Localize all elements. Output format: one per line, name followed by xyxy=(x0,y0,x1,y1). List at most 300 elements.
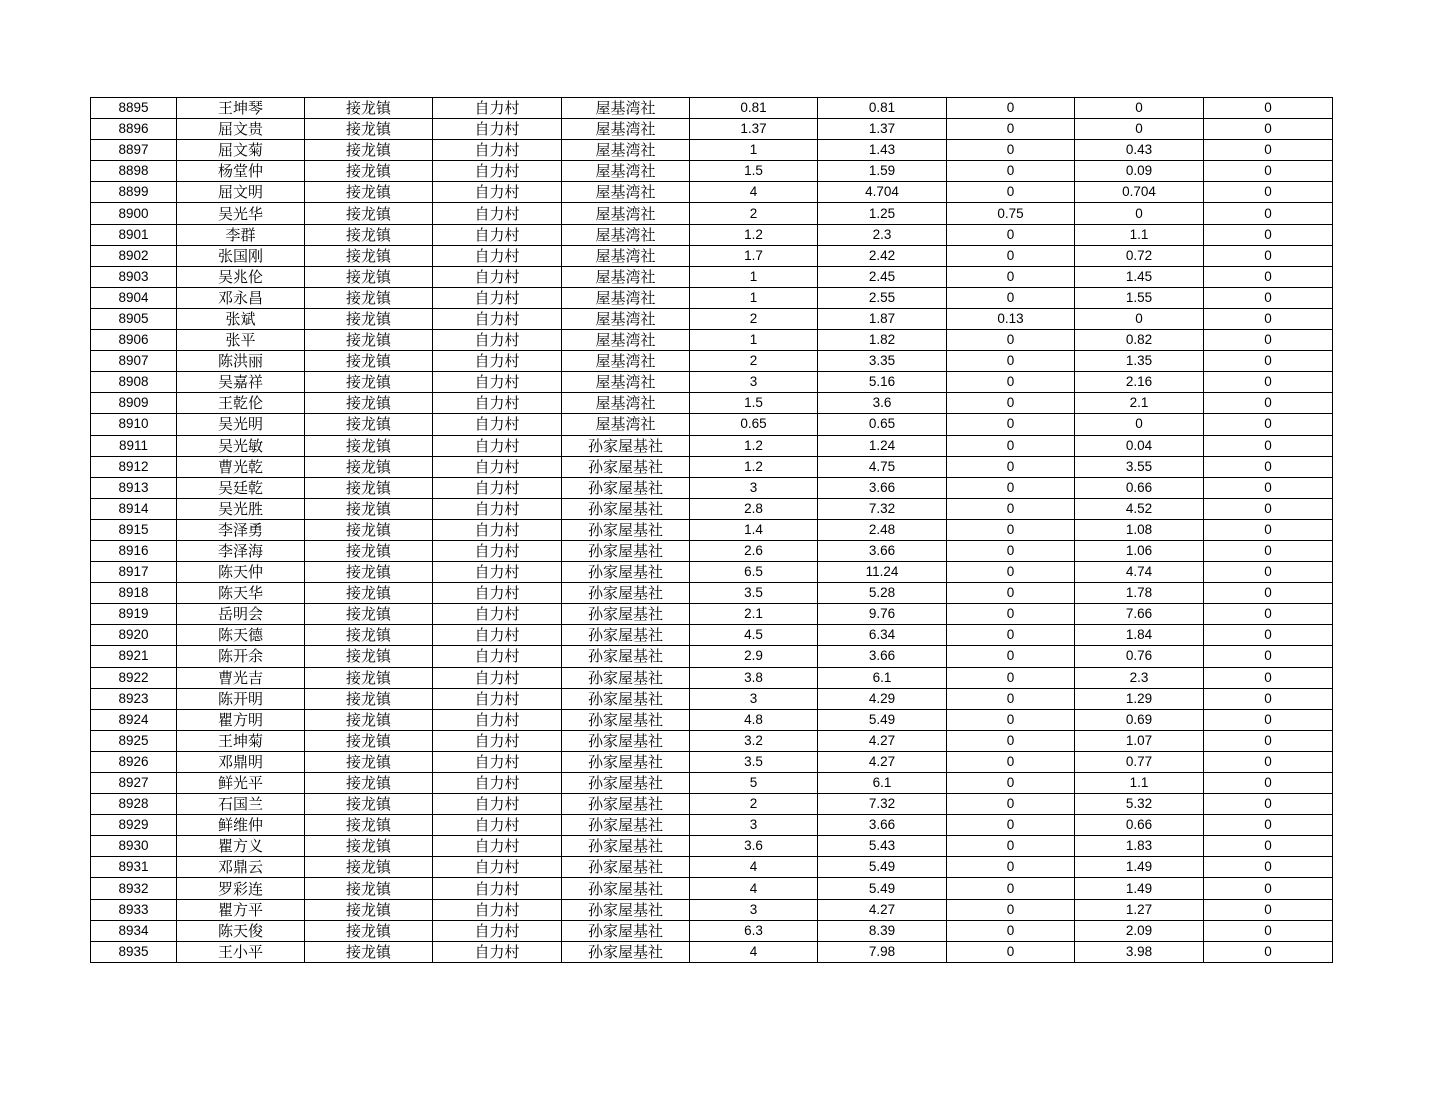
cell-value-1: 4 xyxy=(690,182,818,203)
cell-village: 自力村 xyxy=(433,815,562,836)
cell-group: 孙家屋基社 xyxy=(562,646,690,667)
cell-name: 鲜维仲 xyxy=(177,815,305,836)
cell-value-4: 3.98 xyxy=(1075,941,1204,962)
cell-village: 自力村 xyxy=(433,330,562,351)
cell-value-1: 4 xyxy=(690,878,818,899)
cell-value-4: 1.35 xyxy=(1075,351,1204,372)
cell-value-3: 0 xyxy=(947,625,1075,646)
cell-value-5: 0 xyxy=(1204,667,1333,688)
cell-value-3: 0 xyxy=(947,857,1075,878)
cell-row-number: 8912 xyxy=(91,456,177,477)
cell-value-1: 1.4 xyxy=(690,519,818,540)
cell-value-4: 0 xyxy=(1075,203,1204,224)
cell-group: 屋基湾社 xyxy=(562,98,690,119)
cell-name: 吴光华 xyxy=(177,203,305,224)
cell-value-2: 7.32 xyxy=(818,794,947,815)
cell-row-number: 8933 xyxy=(91,899,177,920)
cell-town: 接龙镇 xyxy=(305,878,433,899)
cell-row-number: 8900 xyxy=(91,203,177,224)
cell-value-1: 3.6 xyxy=(690,836,818,857)
cell-town: 接龙镇 xyxy=(305,562,433,583)
cell-village: 自力村 xyxy=(433,224,562,245)
table-row xyxy=(91,920,1333,941)
cell-name: 瞿方明 xyxy=(177,709,305,730)
cell-value-2: 4.75 xyxy=(818,456,947,477)
cell-town: 接龙镇 xyxy=(305,540,433,561)
table-row xyxy=(91,730,1333,751)
cell-value-5: 0 xyxy=(1204,519,1333,540)
table-row xyxy=(91,351,1333,372)
cell-town: 接龙镇 xyxy=(305,941,433,962)
cell-value-1: 1.2 xyxy=(690,456,818,477)
cell-town: 接龙镇 xyxy=(305,224,433,245)
cell-row-number: 8929 xyxy=(91,815,177,836)
cell-value-5: 0 xyxy=(1204,751,1333,772)
cell-value-4: 1.08 xyxy=(1075,519,1204,540)
cell-value-5: 0 xyxy=(1204,372,1333,393)
cell-group: 屋基湾社 xyxy=(562,287,690,308)
cell-value-2: 2.42 xyxy=(818,245,947,266)
table-row xyxy=(91,625,1333,646)
cell-value-1: 6.3 xyxy=(690,920,818,941)
cell-value-4: 1.29 xyxy=(1075,688,1204,709)
table-row xyxy=(91,161,1333,182)
cell-value-3: 0 xyxy=(947,456,1075,477)
cell-village: 自力村 xyxy=(433,119,562,140)
cell-group: 孙家屋基社 xyxy=(562,730,690,751)
cell-row-number: 8897 xyxy=(91,140,177,161)
cell-value-3: 0.13 xyxy=(947,308,1075,329)
cell-row-number: 8934 xyxy=(91,920,177,941)
cell-value-5: 0 xyxy=(1204,941,1333,962)
cell-value-2: 5.28 xyxy=(818,583,947,604)
cell-town: 接龙镇 xyxy=(305,899,433,920)
cell-value-1: 6.5 xyxy=(690,562,818,583)
cell-row-number: 8905 xyxy=(91,308,177,329)
cell-town: 接龙镇 xyxy=(305,836,433,857)
cell-town: 接龙镇 xyxy=(305,646,433,667)
cell-value-4: 0 xyxy=(1075,119,1204,140)
cell-value-1: 3 xyxy=(690,815,818,836)
cell-village: 自力村 xyxy=(433,308,562,329)
table-row xyxy=(91,308,1333,329)
cell-value-5: 0 xyxy=(1204,899,1333,920)
cell-value-5: 0 xyxy=(1204,688,1333,709)
cell-value-1: 1 xyxy=(690,140,818,161)
cell-name: 陈天仲 xyxy=(177,562,305,583)
cell-name: 瞿方义 xyxy=(177,836,305,857)
cell-row-number: 8906 xyxy=(91,330,177,351)
cell-group: 孙家屋基社 xyxy=(562,604,690,625)
cell-value-1: 2.6 xyxy=(690,540,818,561)
cell-value-5: 0 xyxy=(1204,140,1333,161)
cell-value-4: 0.72 xyxy=(1075,245,1204,266)
cell-name: 邓鼎明 xyxy=(177,751,305,772)
cell-value-3: 0 xyxy=(947,730,1075,751)
cell-value-3: 0 xyxy=(947,266,1075,287)
cell-value-3: 0 xyxy=(947,330,1075,351)
cell-row-number: 8909 xyxy=(91,393,177,414)
cell-value-1: 2 xyxy=(690,308,818,329)
cell-town: 接龙镇 xyxy=(305,667,433,688)
table-row xyxy=(91,477,1333,498)
table-row xyxy=(91,540,1333,561)
cell-value-2: 1.24 xyxy=(818,435,947,456)
cell-name: 屈文明 xyxy=(177,182,305,203)
cell-value-2: 3.66 xyxy=(818,477,947,498)
cell-value-5: 0 xyxy=(1204,203,1333,224)
cell-town: 接龙镇 xyxy=(305,604,433,625)
cell-value-4: 2.1 xyxy=(1075,393,1204,414)
cell-village: 自力村 xyxy=(433,899,562,920)
cell-village: 自力村 xyxy=(433,878,562,899)
table-body xyxy=(91,98,1333,963)
cell-group: 屋基湾社 xyxy=(562,330,690,351)
cell-group: 孙家屋基社 xyxy=(562,477,690,498)
table-row xyxy=(91,456,1333,477)
cell-value-2: 7.32 xyxy=(818,498,947,519)
cell-row-number: 8928 xyxy=(91,794,177,815)
table-row xyxy=(91,266,1333,287)
cell-village: 自力村 xyxy=(433,836,562,857)
table-row xyxy=(91,119,1333,140)
table-row xyxy=(91,857,1333,878)
cell-village: 自力村 xyxy=(433,646,562,667)
cell-village: 自力村 xyxy=(433,667,562,688)
cell-value-4: 2.16 xyxy=(1075,372,1204,393)
cell-value-2: 7.98 xyxy=(818,941,947,962)
cell-village: 自力村 xyxy=(433,182,562,203)
cell-group: 孙家屋基社 xyxy=(562,562,690,583)
cell-group: 屋基湾社 xyxy=(562,308,690,329)
cell-row-number: 8921 xyxy=(91,646,177,667)
cell-value-5: 0 xyxy=(1204,98,1333,119)
cell-value-3: 0 xyxy=(947,604,1075,625)
cell-value-2: 5.49 xyxy=(818,857,947,878)
cell-value-2: 5.43 xyxy=(818,836,947,857)
cell-town: 接龙镇 xyxy=(305,182,433,203)
cell-value-2: 9.76 xyxy=(818,604,947,625)
cell-name: 杨堂仲 xyxy=(177,161,305,182)
cell-group: 屋基湾社 xyxy=(562,140,690,161)
cell-value-5: 0 xyxy=(1204,836,1333,857)
cell-group: 孙家屋基社 xyxy=(562,836,690,857)
cell-town: 接龙镇 xyxy=(305,583,433,604)
cell-town: 接龙镇 xyxy=(305,920,433,941)
cell-name: 陈洪丽 xyxy=(177,351,305,372)
cell-value-3: 0 xyxy=(947,878,1075,899)
cell-value-1: 5 xyxy=(690,773,818,794)
cell-value-4: 1.83 xyxy=(1075,836,1204,857)
cell-value-2: 4.704 xyxy=(818,182,947,203)
cell-name: 岳明会 xyxy=(177,604,305,625)
cell-town: 接龙镇 xyxy=(305,456,433,477)
cell-name: 石国兰 xyxy=(177,794,305,815)
cell-value-4: 7.66 xyxy=(1075,604,1204,625)
cell-value-1: 1.37 xyxy=(690,119,818,140)
cell-value-5: 0 xyxy=(1204,435,1333,456)
cell-value-1: 1.2 xyxy=(690,435,818,456)
cell-value-5: 0 xyxy=(1204,287,1333,308)
cell-group: 屋基湾社 xyxy=(562,372,690,393)
cell-value-3: 0 xyxy=(947,794,1075,815)
cell-name: 邓永昌 xyxy=(177,287,305,308)
cell-row-number: 8899 xyxy=(91,182,177,203)
cell-value-3: 0 xyxy=(947,562,1075,583)
cell-value-5: 0 xyxy=(1204,540,1333,561)
cell-value-2: 6.1 xyxy=(818,667,947,688)
cell-value-4: 0 xyxy=(1075,98,1204,119)
table-row xyxy=(91,372,1333,393)
cell-value-4: 1.06 xyxy=(1075,540,1204,561)
cell-value-1: 4 xyxy=(690,941,818,962)
cell-value-3: 0 xyxy=(947,140,1075,161)
cell-value-2: 0.81 xyxy=(818,98,947,119)
cell-value-2: 2.48 xyxy=(818,519,947,540)
cell-row-number: 8919 xyxy=(91,604,177,625)
cell-value-4: 1.07 xyxy=(1075,730,1204,751)
cell-value-2: 1.87 xyxy=(818,308,947,329)
cell-value-2: 1.43 xyxy=(818,140,947,161)
cell-value-1: 1 xyxy=(690,330,818,351)
cell-value-3: 0 xyxy=(947,245,1075,266)
cell-group: 屋基湾社 xyxy=(562,414,690,435)
cell-value-2: 1.37 xyxy=(818,119,947,140)
cell-value-3: 0 xyxy=(947,98,1075,119)
cell-name: 王小平 xyxy=(177,941,305,962)
cell-name: 陈开余 xyxy=(177,646,305,667)
cell-name: 鲜光平 xyxy=(177,773,305,794)
cell-group: 孙家屋基社 xyxy=(562,941,690,962)
cell-name: 屈文菊 xyxy=(177,140,305,161)
cell-village: 自力村 xyxy=(433,140,562,161)
table-row xyxy=(91,519,1333,540)
cell-value-2: 2.45 xyxy=(818,266,947,287)
cell-name: 吴廷乾 xyxy=(177,477,305,498)
cell-value-4: 1.1 xyxy=(1075,773,1204,794)
cell-village: 自力村 xyxy=(433,266,562,287)
cell-value-1: 3 xyxy=(690,688,818,709)
table-row xyxy=(91,941,1333,962)
cell-group: 孙家屋基社 xyxy=(562,857,690,878)
cell-group: 孙家屋基社 xyxy=(562,751,690,772)
cell-value-5: 0 xyxy=(1204,815,1333,836)
cell-group: 屋基湾社 xyxy=(562,224,690,245)
cell-value-1: 3.5 xyxy=(690,583,818,604)
table-row xyxy=(91,182,1333,203)
cell-value-5: 0 xyxy=(1204,119,1333,140)
cell-village: 自力村 xyxy=(433,562,562,583)
cell-value-4: 0.43 xyxy=(1075,140,1204,161)
cell-value-5: 0 xyxy=(1204,308,1333,329)
cell-row-number: 8910 xyxy=(91,414,177,435)
cell-row-number: 8911 xyxy=(91,435,177,456)
cell-village: 自力村 xyxy=(433,540,562,561)
cell-name: 吴兆伦 xyxy=(177,266,305,287)
cell-name: 陈开明 xyxy=(177,688,305,709)
cell-group: 孙家屋基社 xyxy=(562,899,690,920)
cell-value-5: 0 xyxy=(1204,878,1333,899)
table-row xyxy=(91,604,1333,625)
cell-value-5: 0 xyxy=(1204,625,1333,646)
cell-value-4: 1.27 xyxy=(1075,899,1204,920)
cell-name: 吴光敏 xyxy=(177,435,305,456)
cell-value-1: 1 xyxy=(690,287,818,308)
cell-value-2: 2.55 xyxy=(818,287,947,308)
cell-value-5: 0 xyxy=(1204,646,1333,667)
cell-town: 接龙镇 xyxy=(305,414,433,435)
cell-town: 接龙镇 xyxy=(305,435,433,456)
table-row xyxy=(91,899,1333,920)
cell-village: 自力村 xyxy=(433,372,562,393)
cell-name: 吴嘉祥 xyxy=(177,372,305,393)
cell-village: 自力村 xyxy=(433,203,562,224)
cell-group: 屋基湾社 xyxy=(562,161,690,182)
cell-value-5: 0 xyxy=(1204,857,1333,878)
table-row xyxy=(91,815,1333,836)
cell-town: 接龙镇 xyxy=(305,119,433,140)
cell-row-number: 8908 xyxy=(91,372,177,393)
cell-value-3: 0 xyxy=(947,709,1075,730)
cell-town: 接龙镇 xyxy=(305,372,433,393)
cell-value-4: 2.09 xyxy=(1075,920,1204,941)
cell-village: 自力村 xyxy=(433,751,562,772)
cell-value-4: 1.45 xyxy=(1075,266,1204,287)
cell-row-number: 8904 xyxy=(91,287,177,308)
cell-value-3: 0 xyxy=(947,646,1075,667)
cell-row-number: 8907 xyxy=(91,351,177,372)
cell-name: 吴光明 xyxy=(177,414,305,435)
cell-value-2: 1.82 xyxy=(818,330,947,351)
cell-value-2: 4.27 xyxy=(818,899,947,920)
cell-row-number: 8920 xyxy=(91,625,177,646)
cell-town: 接龙镇 xyxy=(305,308,433,329)
cell-town: 接龙镇 xyxy=(305,773,433,794)
cell-row-number: 8918 xyxy=(91,583,177,604)
cell-town: 接龙镇 xyxy=(305,393,433,414)
cell-group: 孙家屋基社 xyxy=(562,540,690,561)
cell-value-2: 0.65 xyxy=(818,414,947,435)
cell-village: 自力村 xyxy=(433,98,562,119)
cell-group: 孙家屋基社 xyxy=(562,709,690,730)
cell-group: 屋基湾社 xyxy=(562,119,690,140)
cell-value-4: 0.09 xyxy=(1075,161,1204,182)
cell-value-4: 5.32 xyxy=(1075,794,1204,815)
cell-value-2: 3.66 xyxy=(818,540,947,561)
cell-name: 瞿方平 xyxy=(177,899,305,920)
cell-town: 接龙镇 xyxy=(305,245,433,266)
cell-village: 自力村 xyxy=(433,625,562,646)
cell-value-5: 0 xyxy=(1204,266,1333,287)
cell-value-3: 0 xyxy=(947,498,1075,519)
cell-name: 邓鼎云 xyxy=(177,857,305,878)
cell-value-2: 5.16 xyxy=(818,372,947,393)
cell-village: 自力村 xyxy=(433,393,562,414)
cell-group: 孙家屋基社 xyxy=(562,625,690,646)
cell-village: 自力村 xyxy=(433,498,562,519)
cell-row-number: 8932 xyxy=(91,878,177,899)
cell-row-number: 8931 xyxy=(91,857,177,878)
cell-town: 接龙镇 xyxy=(305,709,433,730)
cell-name: 陈天德 xyxy=(177,625,305,646)
cell-value-3: 0 xyxy=(947,899,1075,920)
cell-name: 王坤琴 xyxy=(177,98,305,119)
data-table xyxy=(90,97,1333,963)
cell-village: 自力村 xyxy=(433,583,562,604)
cell-value-2: 4.29 xyxy=(818,688,947,709)
cell-value-4: 4.52 xyxy=(1075,498,1204,519)
cell-value-1: 4 xyxy=(690,857,818,878)
table-row xyxy=(91,751,1333,772)
table-row xyxy=(91,435,1333,456)
cell-town: 接龙镇 xyxy=(305,688,433,709)
cell-value-4: 1.1 xyxy=(1075,224,1204,245)
cell-value-1: 0.65 xyxy=(690,414,818,435)
cell-row-number: 8924 xyxy=(91,709,177,730)
cell-name: 张斌 xyxy=(177,308,305,329)
cell-row-number: 8896 xyxy=(91,119,177,140)
cell-value-5: 0 xyxy=(1204,794,1333,815)
cell-town: 接龙镇 xyxy=(305,625,433,646)
cell-value-3: 0 xyxy=(947,393,1075,414)
cell-value-2: 1.25 xyxy=(818,203,947,224)
cell-value-1: 1 xyxy=(690,266,818,287)
cell-value-4: 1.78 xyxy=(1075,583,1204,604)
cell-group: 孙家屋基社 xyxy=(562,794,690,815)
cell-group: 孙家屋基社 xyxy=(562,878,690,899)
cell-village: 自力村 xyxy=(433,604,562,625)
cell-value-5: 0 xyxy=(1204,477,1333,498)
cell-town: 接龙镇 xyxy=(305,161,433,182)
cell-value-2: 5.49 xyxy=(818,709,947,730)
cell-group: 孙家屋基社 xyxy=(562,435,690,456)
cell-town: 接龙镇 xyxy=(305,266,433,287)
cell-value-3: 0 xyxy=(947,119,1075,140)
cell-value-1: 2 xyxy=(690,794,818,815)
cell-value-3: 0 xyxy=(947,414,1075,435)
cell-name: 吴光胜 xyxy=(177,498,305,519)
cell-row-number: 8925 xyxy=(91,730,177,751)
cell-town: 接龙镇 xyxy=(305,519,433,540)
cell-value-1: 3 xyxy=(690,372,818,393)
cell-village: 自力村 xyxy=(433,773,562,794)
cell-group: 孙家屋基社 xyxy=(562,815,690,836)
cell-row-number: 8922 xyxy=(91,667,177,688)
cell-value-2: 8.39 xyxy=(818,920,947,941)
cell-row-number: 8923 xyxy=(91,688,177,709)
table-row xyxy=(91,646,1333,667)
cell-group: 孙家屋基社 xyxy=(562,667,690,688)
cell-name: 陈天华 xyxy=(177,583,305,604)
cell-value-3: 0 xyxy=(947,351,1075,372)
cell-value-3: 0 xyxy=(947,372,1075,393)
cell-value-5: 0 xyxy=(1204,730,1333,751)
cell-value-5: 0 xyxy=(1204,330,1333,351)
cell-village: 自力村 xyxy=(433,709,562,730)
cell-group: 屋基湾社 xyxy=(562,203,690,224)
cell-row-number: 8913 xyxy=(91,477,177,498)
cell-value-5: 0 xyxy=(1204,920,1333,941)
cell-value-3: 0 xyxy=(947,477,1075,498)
cell-value-3: 0 xyxy=(947,667,1075,688)
cell-value-4: 3.55 xyxy=(1075,456,1204,477)
cell-value-2: 6.1 xyxy=(818,773,947,794)
cell-town: 接龙镇 xyxy=(305,203,433,224)
table-row xyxy=(91,878,1333,899)
cell-name: 李群 xyxy=(177,224,305,245)
cell-value-5: 0 xyxy=(1204,393,1333,414)
table-row xyxy=(91,498,1333,519)
